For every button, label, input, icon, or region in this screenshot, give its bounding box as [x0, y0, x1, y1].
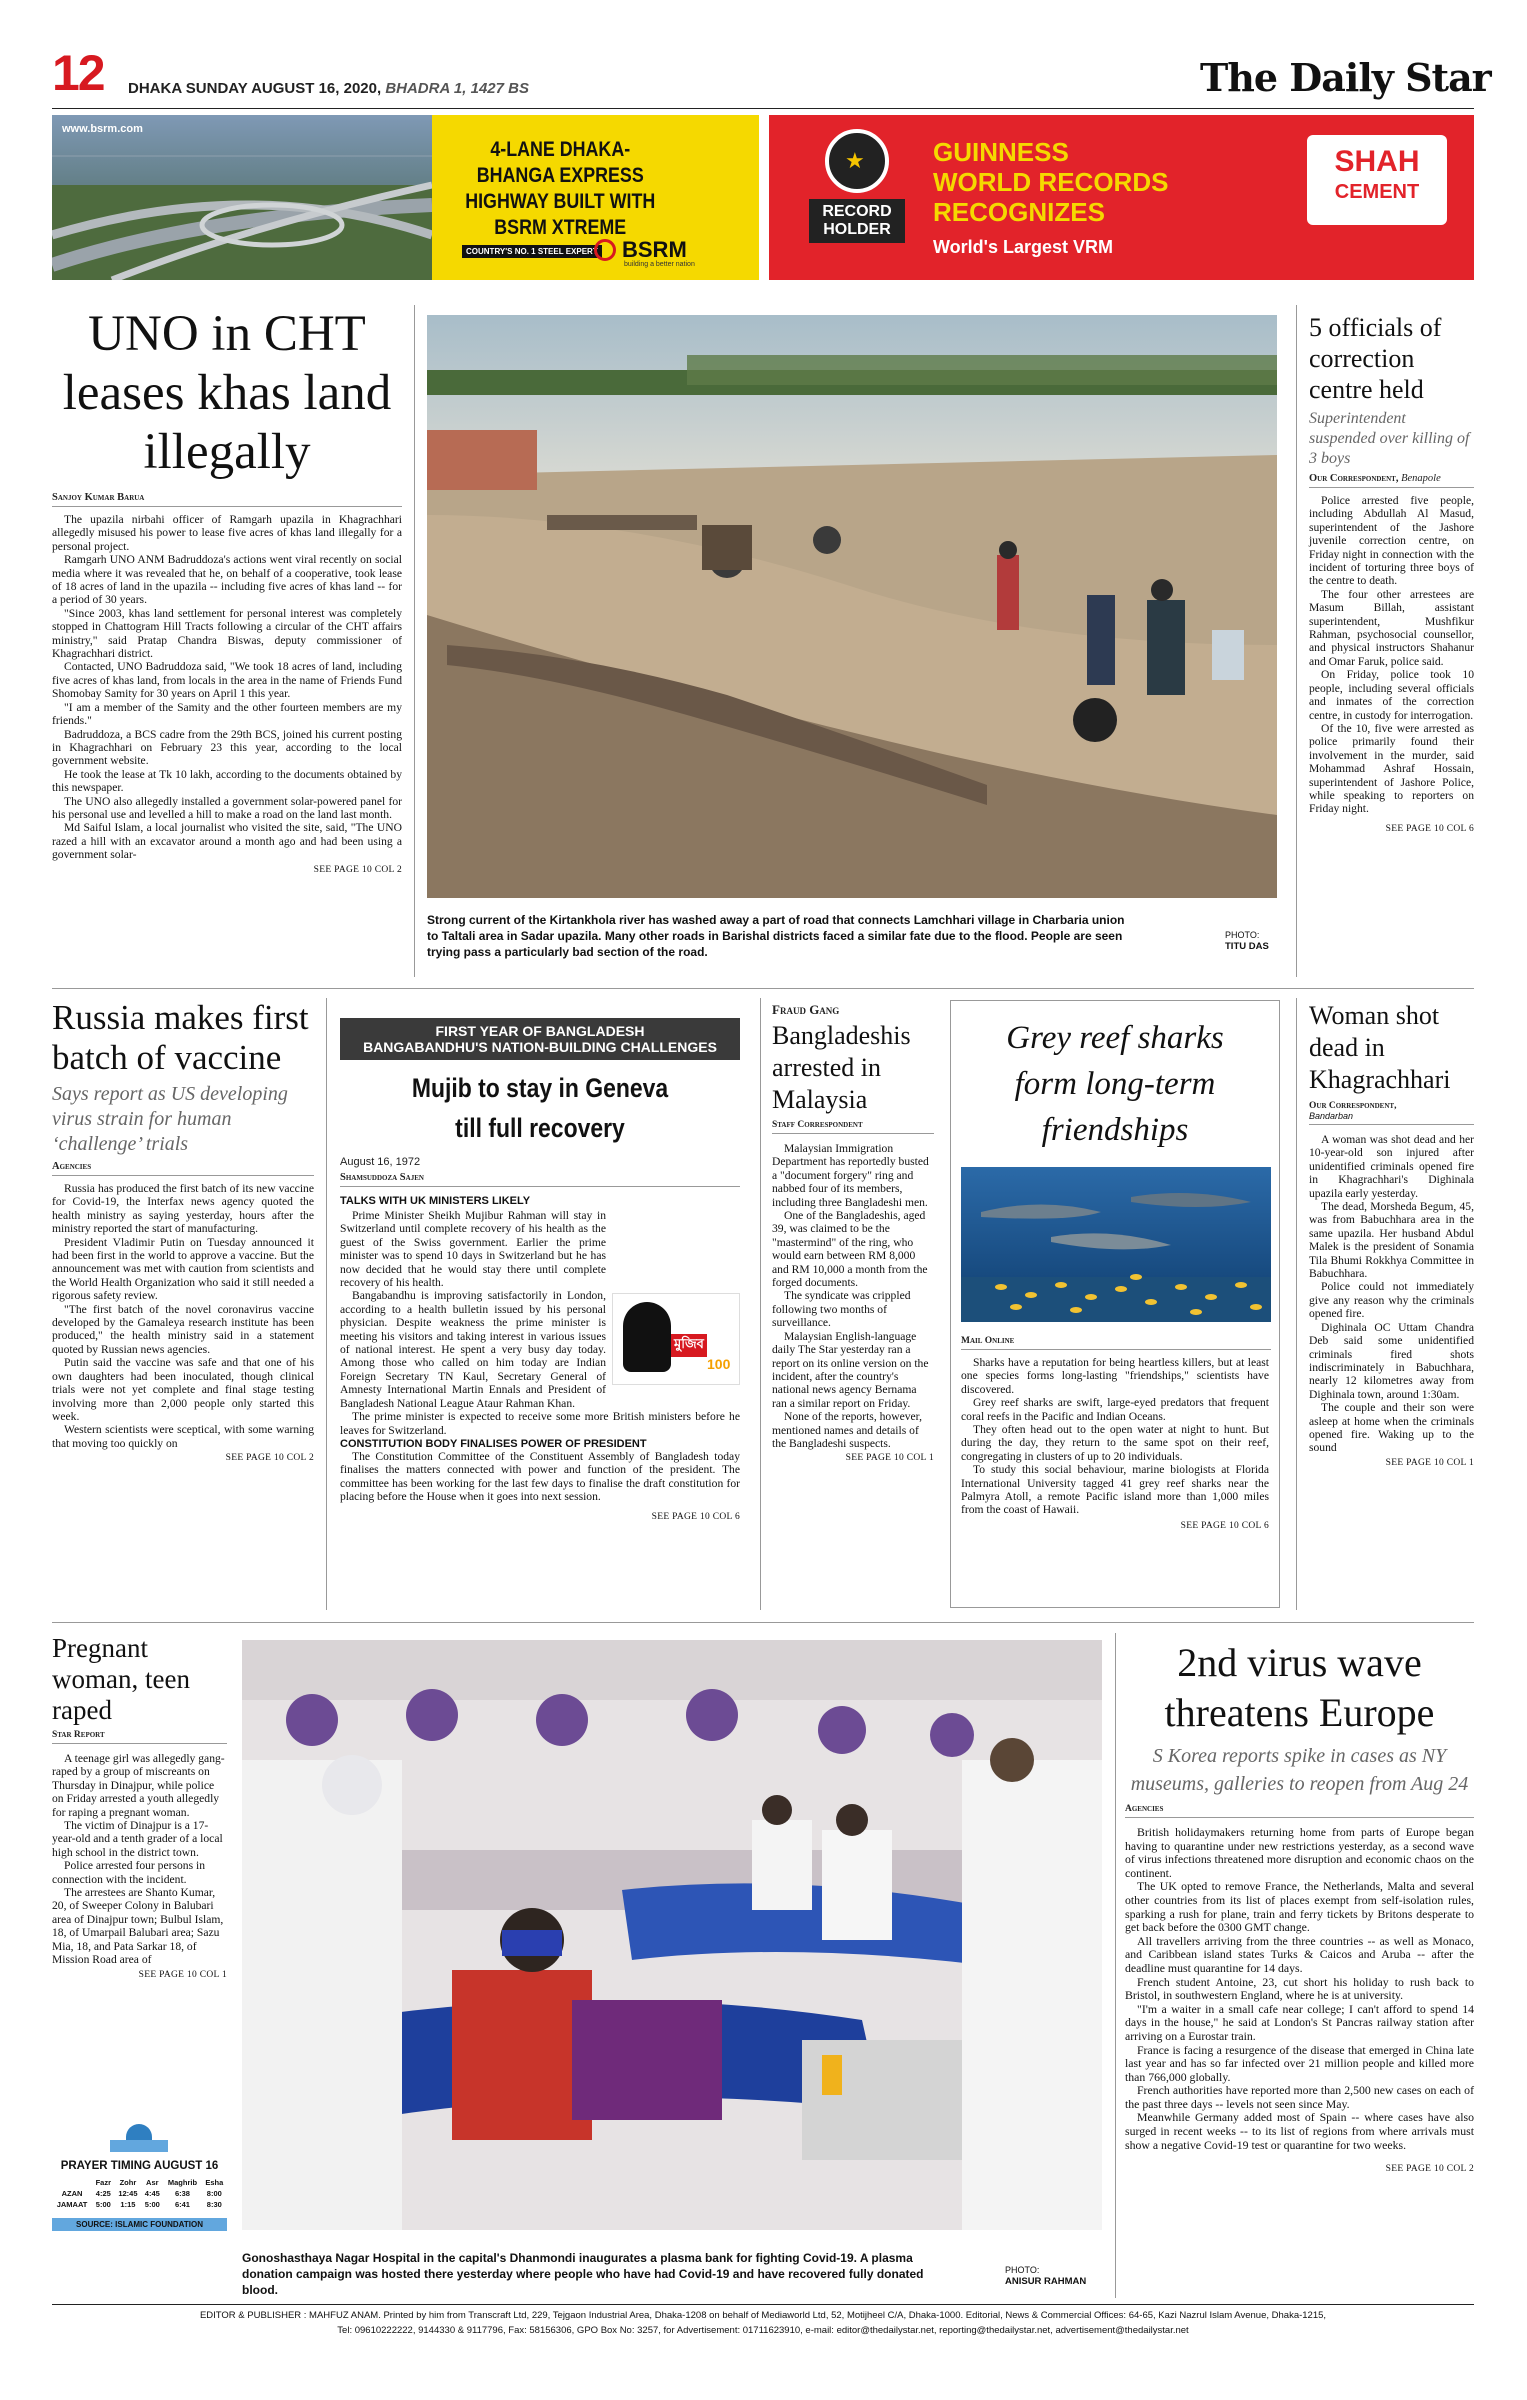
paragraph: Md Saiful Islam, a local journalist who visited the site, said, "The UNO razed a hill with an excavator around a month ago and had been using a government solar-	[52, 821, 402, 862]
paragraph: Police could not immediately give any reason why the criminals opened fire.	[1309, 1280, 1474, 1321]
paragraph: Malaysian Immigration Department has reportedly busted a "document forgery" ring and nabbed four of its members, including three Bangladeshi men.	[772, 1142, 929, 1209]
mujib-logo	[612, 1293, 740, 1385]
paragraph: The prime minister is expected to receive some more British ministers before he leaves for Switzerland.	[340, 1410, 740, 1437]
see-page-mujib[interactable]: SEE PAGE 10 COL 6	[651, 1511, 740, 1522]
paragraph: The arrestees are Shanto Kumar, 20, of Sweeper Colony in Balubari area of Dinajpur town; Bulbul Islam, 18, of Umarpail Balubari area; Sazu Mia, 18, and Pata Sarkar 18, of Mission Road area of	[52, 1886, 224, 1967]
paragraph: Police arrested five people, including Abdullah Al Masud, superintendent of the Jashore juvenile correction centre, on Friday night in connection with the incident of torturing three boys of the centre to death.	[1309, 494, 1474, 588]
see-page-correction[interactable]: SEE PAGE 10 COL 6	[1385, 823, 1474, 834]
mujib-banner	[340, 1018, 740, 1060]
see-page-russia[interactable]: SEE PAGE 10 COL 2	[225, 1453, 314, 1464]
prayer-cell: 4:45	[144, 2189, 160, 2198]
article-woman	[1309, 1000, 1474, 1468]
shah-brand-2: CEMENT	[1334, 181, 1420, 203]
byline-malaysia: Staff Correspondent	[772, 1120, 863, 1130]
body-woman	[1309, 1133, 1474, 1455]
paragraph: Contacted, UNO Badruddoza said, "We took 18 acres of land, including five acres of khas land, from locals in the area in the name of Friends Fund Shomobay Samity for 30 years on April 1 this year.	[52, 660, 402, 701]
paragraph: "The first batch of the novel coronavirus vaccine developed by the Gamaleya research institute has been produced," the health ministry said in a statement quoted by Russian news agencies.	[52, 1302, 314, 1356]
prayer-header-cell: Asr	[146, 2178, 159, 2187]
guinness-badge-main: RECORD HOLDER	[809, 199, 905, 243]
credit-label-flood: PHOTO:	[1225, 930, 1260, 940]
masthead-rule	[52, 108, 1474, 109]
flood-photo	[427, 315, 1277, 898]
paragraph: "Since 2003, khas land settlement for personal interest was completely stopped in Chattogram Hill Tracts following a circular of the CHT affairs ministry," said Pratap Chandra Biswas, deputy commissioner of Khagrachhari district.	[52, 606, 402, 661]
byline-uno: Sanjoy Kumar Barua	[52, 492, 145, 503]
shah-logo	[1307, 135, 1447, 225]
article-russia	[52, 998, 314, 1463]
byline-rule	[340, 1186, 740, 1187]
article-uno	[52, 305, 402, 875]
paragraph: The dead, Morsheda Begum, 45, was from Babuchhara area in the same upazila. Her husband Abdul Malek is the president of Sonamia Tila Bhumi Rokkhya Committee in Babuchhara.	[1309, 1200, 1474, 1281]
byline-woman-name: Our Correspondent,	[1309, 1101, 1397, 1111]
mujib-subhead-2: CONSTITUTION BODY FINALISES POWER OF PRESIDENT	[340, 1437, 647, 1450]
prayer-header-cell: Esha	[205, 2178, 224, 2187]
prayer-table	[52, 2177, 227, 2210]
paragraph: President Vladimir Putin on Tuesday announced it had been first in the world to approve a vaccine. But the announcement was met with caution from scientists and the World Health Organization who said it still needed a rigorous safety review.	[52, 1235, 314, 1303]
prayer-cell: 5:00	[95, 2200, 111, 2209]
paragraph: French authorities have reported more than 2,500 new cases on each of the past three days -- levels not seen since May.	[1125, 2083, 1474, 2111]
shah-brand-1: SHAH	[1334, 145, 1420, 178]
article-pregnant	[52, 1633, 227, 1980]
byline-pregnant: Star Report	[52, 1730, 105, 1740]
byline-rule	[1309, 1124, 1474, 1125]
paragraph: A teenage girl was allegedly gang-raped by a group of miscreants on Thursday in Dinajpur, while police on Friday arrested a youth allegedly for raping a pregnant woman.	[52, 1752, 225, 1819]
credit-plasma	[1005, 2265, 1105, 2287]
guinness-star-icon: ★	[845, 149, 865, 174]
headline-correction: 5 officials of correction centre held	[1309, 313, 1442, 404]
col-rule	[1296, 998, 1297, 1610]
headline-europe: 2nd virus wave threatens Europe	[1164, 1640, 1435, 1735]
paragraph: The four other arrestees are Masum Billah, assistant superintendent, Mushfikur Rahman, psychosocial counsellor, and physical instructors Shahanur and Omar Faruk, police said.	[1309, 587, 1474, 668]
paragraph: Dighinala OC Uttam Chandra Deb said some unidentified criminals fired shots indiscriminately in Babuchhara, nearly 12 kilometres away from Dighinala town, around 1:30am.	[1309, 1320, 1474, 1401]
paper-name: The Daily Star	[1200, 55, 1491, 100]
paragraph: Grey reef sharks are swift, large-eyed predators that frequent coral reefs in the Pacific and Indian Oceans.	[961, 1396, 1269, 1423]
paragraph: Putin said the vaccine was safe and that one of his own daughters had been inoculated, though clinical trials were not yet complete and final stage testing involving more than 2,000 people only started this week.	[52, 1356, 314, 1423]
caption-flood: Strong current of the Kirtankhola river has washed away a part of road that connects Lamchhari village in Charbaria union to Taltali area in Sadar upazila. Many other roads in Barishal districts faced a similar fate due to the flood. People are seen trying pass a particularly bad section of the road.	[427, 913, 1125, 959]
bsrm-brand-sub: building a better nation	[624, 261, 695, 268]
paragraph: One of the Bangladeshis, aged 39, was claimed to be the "mastermind" of the ring, who would earn between RM 8,000 and RM 10,000 a month from the forged documents.	[772, 1209, 928, 1290]
prayer-cell: 5:00	[144, 2200, 160, 2209]
page-number: 12	[52, 45, 104, 101]
paragraph: British holidaymakers returning home from parts of Europe began having to quarantine under new restrictions yesterday, as a second wave of virus infections threatened more disruption and economic chaos on the continent.	[1125, 1825, 1474, 1880]
mujib-logo-text: মুজিব	[671, 1334, 707, 1357]
byline-europe: Agencies	[1125, 1804, 1164, 1814]
prayer-cell: 12:45	[118, 2189, 138, 2198]
paragraph: The UNO also allegedly installed a government solar-powered panel for his personal use and levelled a hill to make a road on the land last month.	[52, 794, 402, 821]
headline-russia: Russia makes first batch of vaccine	[52, 998, 309, 1077]
plasma-photo-image	[242, 1640, 1102, 2230]
prayer-title: PRAYER TIMING AUGUST 16	[60, 2160, 219, 2172]
prayer-row	[52, 2199, 227, 2210]
prayer-source: SOURCE: ISLAMIC FOUNDATION	[52, 2218, 227, 2231]
sharks-photo	[961, 1167, 1271, 1322]
paragraph: "I am a member of the Samity and the other fourteen members are my friends."	[52, 700, 402, 728]
byline-correction-name: Our Correspondent,	[1309, 473, 1399, 484]
paragraph: "I'm a waiter in a small cafe near college; I can't afford to spend 14 days in the house," he said at London's St Pancras railway station after arriving on a Eurostar train.	[1125, 2001, 1474, 2043]
row-rule	[52, 988, 1474, 989]
paragraph: Meanwhile Germany added most of Spain -- where cases have also surged in recent weeks -- to its list of regions from where arrivals must show a negative Covid-19 test or quarantine for two weeks.	[1125, 2110, 1474, 2152]
prayer-cell: 1:15	[120, 2200, 136, 2209]
see-page-europe[interactable]: SEE PAGE 10 COL 2	[1385, 2164, 1474, 2175]
byline-rule	[772, 1133, 934, 1134]
byline-woman-place: Bandarban	[1309, 1111, 1354, 1121]
credit-name-plasma: ANISUR RAHMAN	[1005, 2276, 1087, 2287]
body-malaysia	[772, 1142, 934, 1450]
prayer-cell: AZAN	[61, 2189, 83, 2198]
col-rule	[760, 998, 761, 1610]
guinness-badge	[817, 129, 897, 265]
dateline	[128, 80, 529, 97]
paragraph: Badruddoza, a BCS cadre from the 29th BCS, joined his current posting in Khagrachhari on February 23 this year, according to the local government website.	[52, 727, 402, 768]
credit-name-flood: TITU DAS	[1225, 941, 1269, 952]
dateline-bengali: BHADRA 1, 1427 BS	[385, 80, 529, 97]
prayer-cell: 4:25	[95, 2189, 111, 2198]
paragraph: Russia has produced the first batch of its new vaccine for Covid-19, the Interfax news agency quoted the health ministry as saying yesterday, hours after the ministry reported the start of manufacturing.	[52, 1182, 314, 1236]
byline-rule	[1125, 1817, 1474, 1818]
col-rule	[1296, 305, 1297, 977]
body-russia	[52, 1182, 314, 1450]
mujib-date: August 16, 1972	[340, 1156, 421, 1168]
mosque-base-icon	[110, 2140, 168, 2152]
dateline-date: DHAKA SUNDAY AUGUST 16, 2020,	[128, 80, 382, 97]
article-mujib	[340, 1018, 740, 1522]
headline-mujib: Mujib to stay in Geneva till full recovery	[411, 1073, 669, 1143]
mujib-subhead-1: TALKS WITH UK MINISTERS LIKELY	[340, 1195, 531, 1207]
prayer-header-row	[52, 2177, 227, 2188]
row-rule	[52, 1622, 1474, 1623]
see-page-malaysia[interactable]: SEE PAGE 10 COL 1	[845, 1453, 934, 1464]
paragraph: To study this social behaviour, marine biologists at Florida International University tagged 41 grey reef sharks near the Palmyra Atoll, a remote Pacific island more than 1,000 miles from the coast of Hawaii.	[961, 1463, 1269, 1517]
see-page-pregnant[interactable]: SEE PAGE 10 COL 1	[138, 1969, 227, 1980]
byline-rule	[52, 1743, 227, 1744]
bsrm-tagline: COUNTRY'S NO. 1 STEEL EXPERT	[462, 245, 602, 258]
body-europe	[1125, 1826, 1474, 2152]
prayer-row	[52, 2188, 227, 2199]
prayer-header-cell	[52, 2177, 92, 2188]
kicker-russia: Says report as US developing virus strain for human ‘challenge’ trials	[52, 1083, 288, 1155]
prayer-header-cell: Maghrib	[167, 2178, 198, 2187]
article-correction	[1309, 312, 1474, 834]
caption-plasma: Gonoshasthaya Nagar Hospital in the capital's Dhanmondi inaugurates a plasma bank for fighting Covid-19. A plasma donation campaign was hosted there yesterday where people who have had Covid-19 and have recovered fully donated blood.	[242, 2251, 924, 2297]
col-rule	[414, 305, 415, 977]
kicker-malaysia: Fraud Gang	[772, 1002, 840, 1017]
prayer-header-cell: Fazr	[95, 2178, 112, 2187]
bsrm-yellow-panel	[432, 115, 759, 280]
paragraph: Prime Minister Sheikh Mujibur Rahman will stay in Switzerland until complete recovery of his health as the guest of the Swiss government. Earlier the prime minister was to spend 10 days in Switzerland but he has now decided that he would stay there until complete recovery of his health.	[340, 1209, 606, 1290]
mujib-logo-num: 100	[707, 1356, 731, 1372]
flood-photo-image	[427, 315, 1277, 898]
prayer-cell: 8:30	[206, 2200, 222, 2209]
see-page-woman[interactable]: SEE PAGE 10 COL 1	[1385, 1457, 1474, 1468]
article-sharks	[950, 1000, 1280, 1608]
paragraph: France is facing a resurgence of the disease that emerged in China late last year and has so far infected over 21 million people and killed more than 766,000 globally.	[1125, 2042, 1474, 2084]
paragraph: Bangabandhu is improving satisfactorily in London, according to a health bulletin issued by his personal physician. Despite weakness the prime minister is meeting his visitors and taking interest in various issues of national interest. He spent a very busy day today. Among those who called on him today are Indian Foreign Secretary TN Kaul, Secretary General of Amnesty International Martin Ennals and President of Bangladesh National League Ataur Rahman Khan.	[340, 1289, 606, 1410]
prayer-cell: JAMAAT	[56, 2200, 88, 2209]
see-page-sharks[interactable]: SEE PAGE 10 COL 6	[1180, 1520, 1269, 1531]
prayer-timing-box	[52, 2140, 227, 2236]
mujib-banner-1: FIRST YEAR OF BANGLADESH	[435, 1023, 645, 1039]
paragraph: The syndicate was crippled following two months of surveillance.	[772, 1289, 911, 1330]
headline-uno: UNO in CHT leases khas land illegally	[62, 306, 392, 480]
body-sharks	[961, 1356, 1269, 1517]
headline-woman: Woman shot dead in Khagrachhari	[1309, 1001, 1451, 1094]
paragraph: Western scientists were sceptical, with some warning that moving too quickly on	[52, 1423, 314, 1450]
prayer-header-cell: Zohr	[119, 2178, 137, 2187]
byline-rule	[1309, 487, 1474, 488]
byline-mujib: Shamsuddoza Sajen	[340, 1172, 424, 1183]
footer-line-2: Tel: 09610222222, 9144330 & 9117796, Fax: 58156306, GPO Box No: 3257, for Advertisement: 01711623910, e-mail: editor@thedailystar.net, reporting@thedailystar.net, advertisement@thedailystar.net	[337, 2325, 1189, 2336]
body-correction	[1309, 494, 1474, 816]
bsrm-logo-icon	[594, 239, 616, 261]
col-rule	[326, 998, 327, 1610]
paragraph: All travellers arriving from the three countries -- as well as Monaco, and Caribbean island states Turks & Caicos and Aruba -- after the deadline must quarantine for 14 days.	[1125, 1933, 1474, 1975]
body-uno	[52, 513, 402, 862]
headline-malaysia: Bangladeshis arrested in Malaysia	[772, 1021, 911, 1114]
prayer-cell: 6:41	[174, 2200, 190, 2209]
prayer-cell: 6:38	[174, 2189, 190, 2198]
byline-rule	[52, 1175, 314, 1176]
byline-correction	[1309, 473, 1474, 484]
see-page-uno[interactable]: SEE PAGE 10 COL 2	[313, 864, 402, 875]
prayer-cell: 8:00	[206, 2189, 222, 2198]
paragraph: Police arrested four persons in connection with the incident.	[52, 1859, 206, 1886]
paragraph: None of the reports, however, mentioned names and details of the Bangladeshi suspects.	[772, 1410, 922, 1450]
guinness-headline-1: GUINNESS	[933, 137, 1069, 167]
credit-label-plasma: PHOTO:	[1005, 2265, 1040, 2275]
mujib-portrait-icon	[623, 1302, 671, 1372]
guinness-headline-2: WORLD RECORDS	[933, 167, 1169, 197]
col-rule	[1115, 1633, 1116, 2298]
bsrm-headline: 4-LANE DHAKA-BHANGA EXPRESS HIGHWAY BUILT WITH BSRM XTREME	[465, 138, 656, 239]
body-pregnant	[52, 1752, 227, 1967]
paragraph: The upazila nirbahi officer of Ramgarh upazila in Khagrachhari allegedly misused his power to lease five acres of khas land illegally for a personal project.	[52, 513, 402, 553]
paragraph: French student Antoine, 23, cut short his holiday to rush back to Bristol, in southwestern England, where he is at university.	[1125, 1974, 1474, 2003]
bsrm-brand: BSRM	[622, 237, 687, 262]
paragraph: Malaysian English-language daily The Star yesterday ran a report on its online version on the incident, after the country's national news agency Bernama ran a similar report on Friday.	[772, 1329, 929, 1410]
paragraph: The couple and their son were asleep at home when the criminals opened fire. Waking up to the sound	[1309, 1401, 1474, 1455]
byline-rule	[961, 1349, 1271, 1350]
bsrm-ad[interactable]	[52, 115, 759, 280]
paragraph: They often head out to the open water at night to hunt. But during the day, they return to the same spot on their reef, congregating in clusters of up to 20 individuals.	[961, 1423, 1269, 1463]
byline-woman	[1309, 1100, 1474, 1111]
mosque-icon	[104, 2124, 174, 2154]
mujib-banner-2: BANGABANDHU'S NATION-BUILDING CHALLENGES	[363, 1039, 717, 1055]
article-malaysia	[772, 1002, 934, 1463]
shah-cement-ad[interactable]	[769, 115, 1474, 280]
paragraph: The Constitution Committee of the Constituent Assembly of Bangladesh today finalises the matters connected with power and function of the president. The committee has been working for the last few days to finalise the draft constitution for placing before the House when it goes into next session.	[340, 1449, 740, 1504]
guinness-sub: World's Largest VRM	[933, 237, 1113, 257]
paragraph: Ramgarh UNO ANM Badruddoza's actions went viral recently on social media where it was revealed that he, on behalf of a cooperative, took lease of 18 acres of land in the upazila -- including five acres of khas land -- for a period of 30 years.	[52, 553, 402, 607]
kicker-correction: Superintendent suspended over killing of 3 boys	[1309, 410, 1470, 467]
kicker-europe: S Korea reports spike in cases as NY museums, galleries to reopen from Aug 24	[1130, 1745, 1469, 1795]
paragraph: Of the 10, five were arrested as police primarily found their involvement in the murder, said Mohammad Ashraf Hossain, superintendent of Jashore Police, while speaking to reporters on Friday night.	[1309, 721, 1474, 816]
headline-sharks: Grey reef sharks form long-term friendships	[1006, 1020, 1224, 1148]
body-mujib-2	[340, 1450, 740, 1504]
credit-flood	[1225, 930, 1285, 952]
byline-russia: Agencies	[52, 1161, 92, 1172]
paragraph: The UK opted to remove France, the Netherlands, Malta and several other countries from its list of places exempt from self-isolation rules, sparking a rush for plane, train and ferry tickets by Britons desperate to get back before the 0300 GMT change.	[1125, 1879, 1474, 1935]
paragraph: A woman was shot dead and her 10-year-old son injured after unidentified criminals opened fire in Khagrachhari's Dighinala upazila early yesterday.	[1309, 1133, 1474, 1200]
paragraph: On Friday, police took 10 people, including several officials and inmates of the correction centre, in custody for interrogation.	[1309, 668, 1474, 722]
paragraph: The victim of Dinajpur is a 17-year-old and a tenth grader of a local high school in the district town.	[52, 1819, 223, 1859]
article-europe	[1125, 1638, 1474, 2174]
paragraph: Sharks have a reputation for being heartless killers, but at least one species forms long-lasting "friendships," scientists have discovered.	[961, 1356, 1269, 1396]
headline-pregnant: Pregnant woman, teen raped	[52, 1633, 190, 1725]
bsrm-url[interactable]: www.bsrm.com	[62, 123, 143, 135]
byline-rule	[52, 506, 402, 507]
paragraph: He took the lease at Tk 10 lakh, according to the documents obtained by this newspaper.	[52, 767, 402, 795]
sharks-photo-image	[961, 1167, 1271, 1322]
footer-rule	[52, 2304, 1474, 2305]
guinness-headline-3: RECOGNIZES	[933, 197, 1105, 227]
byline-sharks: Mail Online	[961, 1336, 1015, 1346]
byline-correction-place: Benapole	[1401, 473, 1441, 484]
footer-line-1: EDITOR & PUBLISHER : MAHFUZ ANAM. Printed by him from Transcraft Ltd, 229, Tejgaon Industrial Area, Dhaka-1208 on behalf of Mediaworld Ltd, 52, Motijheel C/A, Dhaka-1000. Editorial, News & Commercial Offices: 64-65, Kazi Nazrul Islam Avenue, Dhaka-1215,	[199, 2310, 1327, 2321]
plasma-photo	[242, 1640, 1102, 2230]
